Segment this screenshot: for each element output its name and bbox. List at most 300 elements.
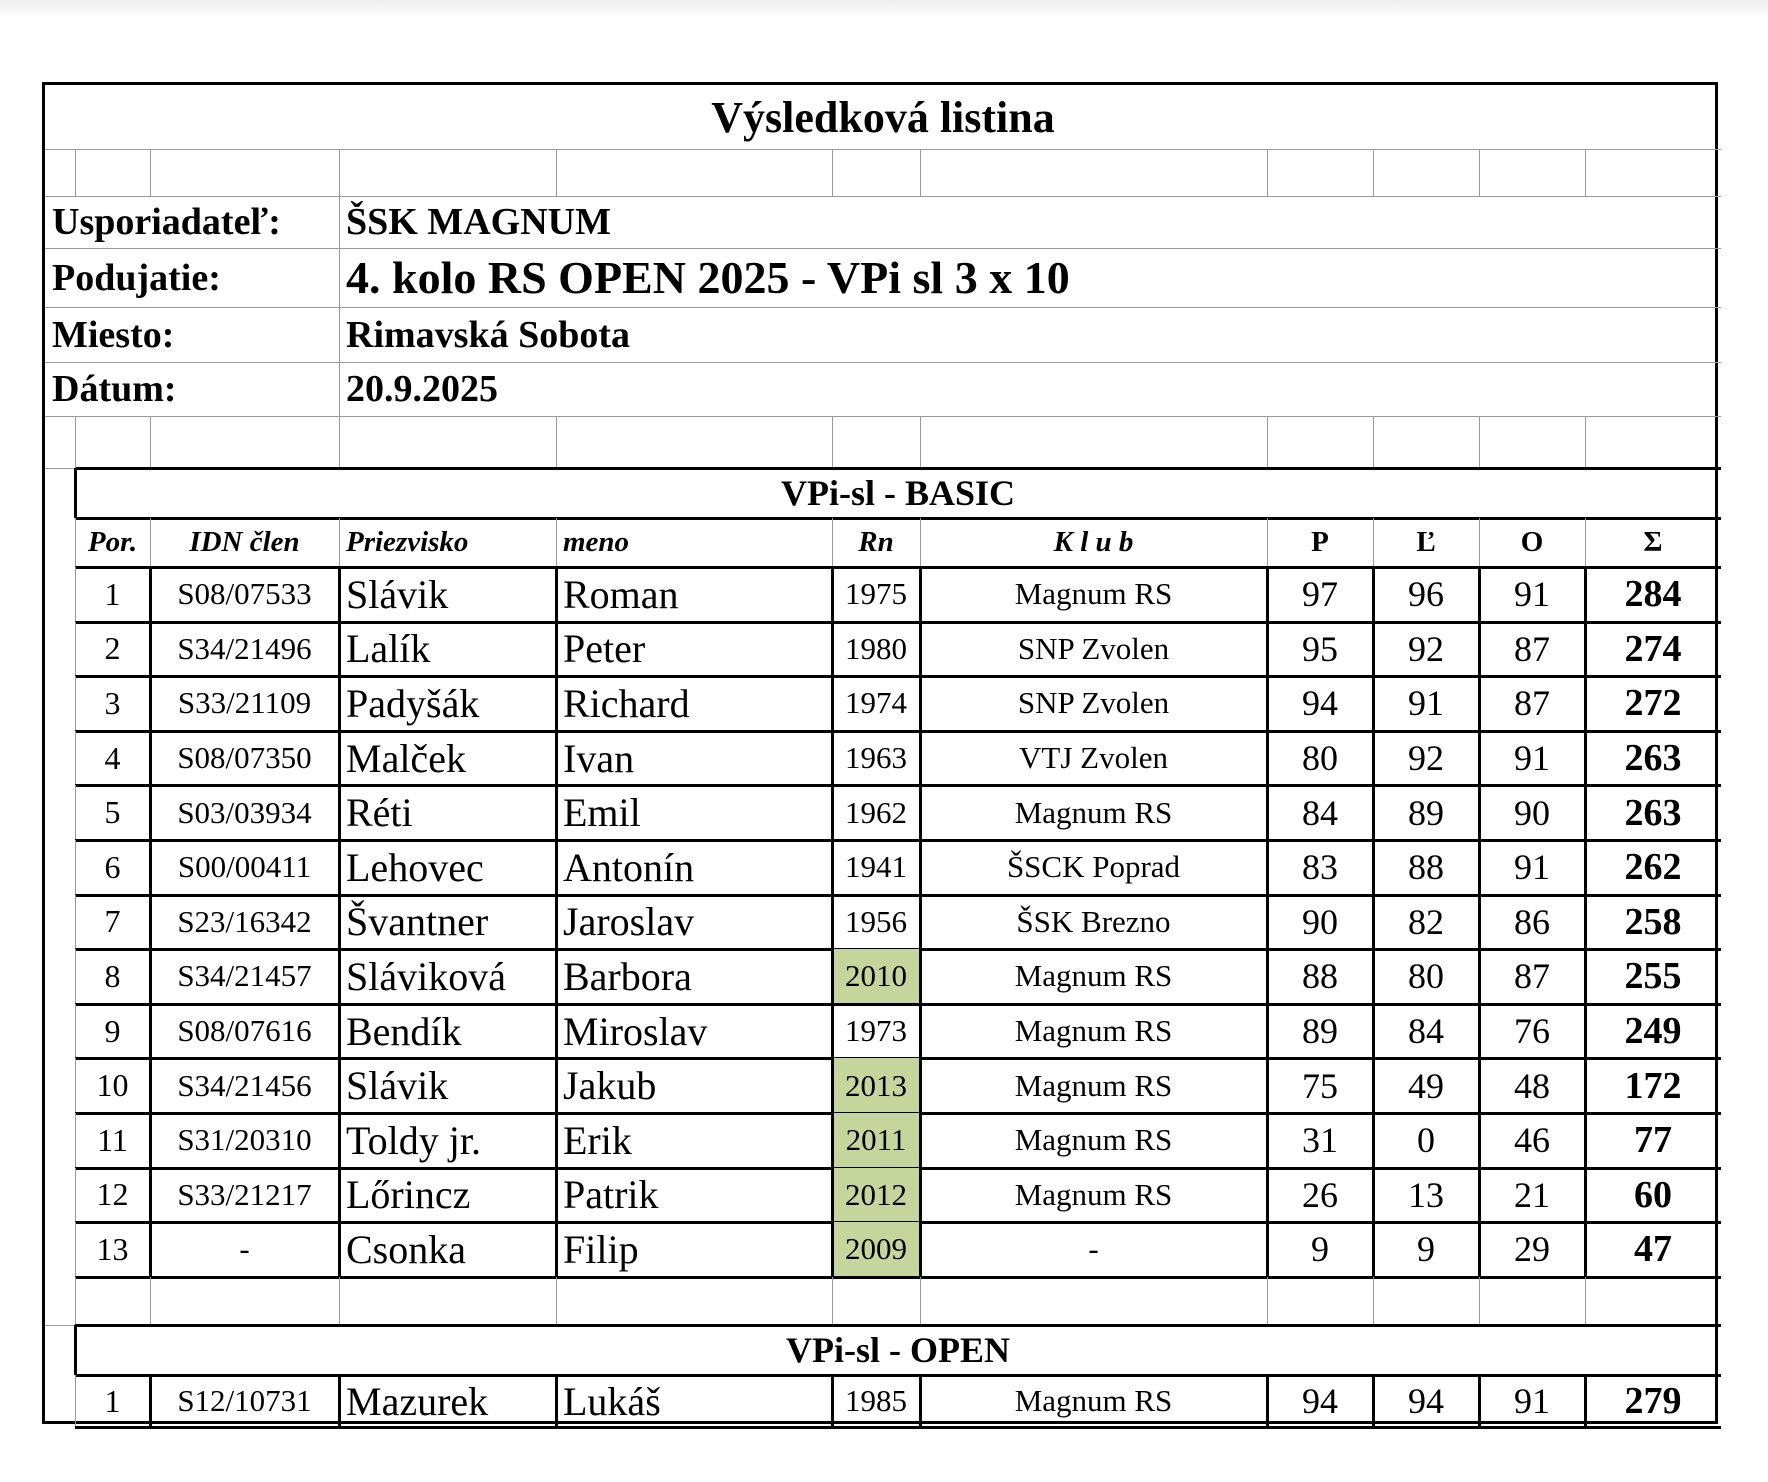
grid-line-v (338, 1058, 341, 1113)
grid-line-v (1478, 567, 1481, 622)
row-p: 83 (1302, 847, 1338, 888)
row-rn: 2013 (832, 1058, 920, 1113)
section-title: VPi-sl - BASIC (780, 473, 1016, 513)
row-o: 76 (1514, 1011, 1550, 1052)
row-por: 10 (96, 1067, 129, 1104)
grid-line-v (1478, 949, 1481, 1004)
grid-line-v (1267, 1277, 1268, 1325)
row-o: 48 (1514, 1065, 1550, 1106)
grid-line-v (338, 731, 341, 786)
grid-line-v (555, 840, 558, 895)
grid-line-v (75, 149, 76, 196)
grid-line-v (1266, 731, 1269, 786)
grid-line-v (1478, 1222, 1481, 1277)
grid-line-v (149, 1004, 152, 1059)
grid-line-v (338, 1168, 341, 1223)
row-klub: Magnum RS (1014, 958, 1173, 994)
row-por: 6 (104, 848, 121, 885)
row-priezvisko: Švantner (346, 899, 489, 945)
row-p: 31 (1302, 1120, 1338, 1161)
row-meno: Miroslav (563, 1008, 708, 1054)
grid-line-v (1373, 416, 1374, 468)
grid-line-v (1266, 1222, 1269, 1277)
row-idn: S23/16342 (177, 903, 312, 939)
row-rn: 1963 (845, 740, 907, 776)
grid-line-v (1267, 518, 1268, 567)
row-p: 94 (1302, 683, 1338, 724)
grid-line-v (149, 676, 152, 731)
grid-line-v (832, 1277, 833, 1325)
col-klub-header: K l u b (1053, 526, 1134, 558)
info-value: Rimavská Sobota (346, 313, 630, 356)
grid-line-v (338, 785, 341, 840)
grid-line-v (339, 518, 340, 567)
grid-line-v (338, 622, 341, 677)
row-idn: - (239, 1231, 250, 1267)
row-sum: 263 (1624, 737, 1682, 780)
grid-line-v (1372, 1058, 1375, 1113)
info-label: Usporiadateľ: (52, 201, 281, 243)
grid-line-v (339, 362, 340, 416)
row-o: 86 (1514, 901, 1550, 942)
row-sum: 262 (1624, 846, 1682, 889)
row-sum: 47 (1634, 1228, 1672, 1271)
row-por: 2 (104, 630, 121, 667)
grid-line-v (919, 567, 922, 622)
grid-line-v (920, 416, 921, 468)
row-l: 84 (1408, 1011, 1444, 1052)
row-idn: S33/21109 (177, 685, 312, 721)
row-idn: S00/00411 (177, 849, 312, 885)
grid-line-v (1373, 518, 1374, 567)
grid-line-v (75, 416, 76, 468)
row-por: 1 (104, 1382, 121, 1419)
info-value: 20.9.2025 (346, 368, 498, 410)
row-l: 94 (1408, 1381, 1444, 1421)
row-sum: 279 (1624, 1380, 1682, 1422)
row-klub: ŠSK Brezno (1016, 903, 1171, 939)
row-por: 4 (104, 739, 121, 776)
grid-line-v (1372, 676, 1375, 731)
grid-line-v (338, 567, 341, 622)
grid-line-v (1372, 1222, 1375, 1277)
row-klub: Magnum RS (1014, 1067, 1173, 1103)
info-value: ŠSK MAGNUM (346, 201, 611, 243)
grid-line-v (556, 518, 557, 567)
grid-line-v (555, 1113, 558, 1168)
grid-line-v (1584, 676, 1587, 731)
row-l: 82 (1408, 901, 1444, 942)
row-priezvisko: Toldy jr. (346, 1117, 481, 1163)
section-title: VPi-sl - OPEN (786, 1330, 1010, 1370)
grid-line-v (149, 567, 152, 622)
grid-line-v (1478, 676, 1481, 731)
row-l: 92 (1408, 628, 1444, 669)
row-o: 91 (1514, 847, 1550, 888)
row-meno: Emil (563, 790, 641, 836)
grid-line-v (555, 785, 558, 840)
info-label: Dátum: (52, 368, 177, 410)
row-sum: 258 (1624, 900, 1682, 943)
grid-line-v (831, 949, 834, 1004)
grid-line-v (1266, 1004, 1269, 1059)
row-por: 13 (96, 1230, 129, 1267)
row-priezvisko: Malček (346, 735, 466, 781)
row-meno: Barbora (563, 953, 692, 999)
row-l: 92 (1408, 738, 1444, 779)
row-l: 88 (1408, 847, 1444, 888)
grid-line-v (832, 149, 833, 196)
row-priezvisko: Bendík (346, 1008, 462, 1054)
grid-line-v (1584, 567, 1587, 622)
grid-line-v (75, 840, 76, 895)
row-klub: Magnum RS (1014, 1383, 1173, 1418)
grid-line-v (1478, 1375, 1481, 1427)
row-meno: Filip (563, 1226, 639, 1272)
row-meno: Peter (563, 626, 646, 672)
row-o: 87 (1514, 683, 1550, 724)
row-p: 84 (1302, 792, 1338, 833)
row-klub: ŠSCK Poprad (1006, 849, 1181, 885)
row-klub: Magnum RS (1014, 576, 1173, 612)
grid-line-h (75, 1426, 1721, 1429)
grid-line-v (1479, 1277, 1480, 1325)
grid-line-v (1372, 1375, 1375, 1427)
row-idn: S34/21496 (177, 630, 312, 666)
grid-line-v (75, 1004, 76, 1059)
col-l-header: Ľ (1416, 526, 1436, 558)
grid-line-v (149, 1058, 152, 1113)
grid-line-v (1372, 731, 1375, 786)
row-sum: 172 (1624, 1064, 1682, 1107)
row-o: 21 (1514, 1174, 1550, 1215)
row-idn: S34/21457 (177, 958, 312, 994)
row-rn: 1985 (845, 1383, 907, 1418)
grid-line-v (75, 895, 76, 950)
row-idn: S34/21456 (177, 1067, 312, 1103)
grid-line-v (831, 1113, 834, 1168)
grid-line-v (555, 1004, 558, 1059)
grid-line-v (831, 622, 834, 677)
grid-line-v (920, 518, 921, 567)
row-priezvisko: Slávik (346, 1063, 449, 1109)
row-sum: 272 (1624, 682, 1682, 725)
row-rn: 1956 (845, 903, 907, 939)
grid-line-v (1584, 1375, 1587, 1427)
grid-line-v (339, 1277, 340, 1325)
results-sheet (42, 82, 1718, 1424)
grid-line-v (149, 840, 152, 895)
grid-line-v (555, 731, 558, 786)
grid-line-v (832, 518, 833, 567)
grid-line-v (831, 1168, 834, 1223)
row-rn: 2009 (832, 1222, 920, 1277)
col-idn-header: IDN člen (189, 526, 300, 558)
row-l: 96 (1408, 574, 1444, 615)
row-rn: 1975 (845, 576, 907, 612)
grid-line-v (149, 785, 152, 840)
grid-line-v (1479, 518, 1480, 567)
grid-line-v (1584, 1222, 1587, 1277)
row-priezvisko: Lehovec (346, 844, 484, 890)
col-por-header: Por. (87, 526, 138, 558)
grid-line-v (75, 1375, 76, 1427)
grid-line-v (149, 1168, 152, 1223)
col-priezvisko-header: Priezvisko (346, 526, 469, 558)
grid-line-v (556, 149, 557, 196)
grid-line-v (1266, 1058, 1269, 1113)
grid-line-v (338, 1222, 341, 1277)
row-p: 9 (1311, 1229, 1329, 1270)
row-p: 89 (1302, 1011, 1338, 1052)
grid-line-v (1584, 895, 1587, 950)
grid-line-v (75, 1058, 76, 1113)
grid-line-v (831, 1058, 834, 1113)
grid-line-v (149, 1113, 152, 1168)
row-priezvisko: Lőrincz (346, 1172, 471, 1218)
grid-line-v (555, 895, 558, 950)
info-value: 4. kolo RS OPEN 2025 - VPi sl 3 x 10 (346, 252, 1070, 303)
row-idn: S31/20310 (177, 1122, 312, 1158)
row-klub: Magnum RS (1014, 794, 1173, 830)
grid-line-v (1372, 567, 1375, 622)
grid-line-v (75, 676, 76, 731)
grid-line-v (555, 1058, 558, 1113)
grid-line-v (338, 1113, 341, 1168)
grid-line-v (831, 1222, 834, 1277)
grid-line-v (919, 895, 922, 950)
grid-line-v (1266, 567, 1269, 622)
row-klub: SNP Zvolen (1017, 630, 1170, 666)
grid-line-v (75, 567, 76, 622)
col-p-header: P (1311, 526, 1329, 558)
row-meno: Ivan (563, 735, 635, 781)
row-meno: Patrik (563, 1172, 659, 1218)
grid-line-v (1584, 1168, 1587, 1223)
grid-line-v (338, 949, 341, 1004)
row-priezvisko: Padyšák (346, 680, 480, 726)
grid-line-v (150, 416, 151, 468)
grid-line-v (555, 567, 558, 622)
grid-line-v (831, 676, 834, 731)
row-por: 3 (104, 684, 121, 721)
grid-line-v (339, 248, 340, 307)
grid-line-v (75, 518, 76, 567)
row-klub: Magnum RS (1014, 1013, 1173, 1049)
grid-line-v (919, 622, 922, 677)
row-p: 95 (1302, 628, 1338, 669)
grid-line-v (1266, 676, 1269, 731)
row-meno: Antonín (563, 844, 695, 890)
grid-line-v (555, 1375, 558, 1427)
grid-line-v (149, 949, 152, 1004)
row-o: 29 (1514, 1229, 1550, 1270)
grid-line-v (1266, 949, 1269, 1004)
grid-line-v (1584, 785, 1587, 840)
row-p: 80 (1302, 738, 1338, 779)
grid-line-v (919, 1375, 922, 1427)
row-por: 8 (104, 957, 121, 994)
grid-line-v (339, 307, 340, 362)
col-meno-header: meno (563, 526, 630, 558)
row-idn: S12/10731 (177, 1383, 312, 1418)
grid-line-v (339, 416, 340, 468)
grid-line-v (1585, 149, 1586, 196)
row-por: 12 (96, 1176, 129, 1213)
grid-line-v (1372, 1004, 1375, 1059)
grid-line-v (75, 731, 76, 786)
row-l: 13 (1408, 1174, 1444, 1215)
grid-line-v (75, 1113, 76, 1168)
row-l: 0 (1417, 1120, 1435, 1161)
row-sum: 77 (1634, 1119, 1672, 1162)
grid-line-v (555, 1222, 558, 1277)
row-priezvisko: Csonka (346, 1226, 466, 1272)
grid-line-v (1478, 1113, 1481, 1168)
grid-line-v (1266, 785, 1269, 840)
grid-line-v (1372, 840, 1375, 895)
row-p: 75 (1302, 1065, 1338, 1106)
grid-line-v (75, 949, 76, 1004)
row-o: 46 (1514, 1120, 1550, 1161)
row-klub: Magnum RS (1014, 1122, 1173, 1158)
grid-line-v (831, 567, 834, 622)
row-klub: Magnum RS (1014, 1176, 1173, 1212)
info-label: Miesto: (52, 313, 175, 356)
grid-line-v (1584, 840, 1587, 895)
grid-line-v (1584, 1058, 1587, 1113)
row-rn: 2012 (832, 1168, 920, 1223)
grid-line-v (339, 149, 340, 196)
grid-line-v (149, 622, 152, 677)
row-priezvisko: Sláviková (346, 953, 506, 999)
row-p: 26 (1302, 1174, 1338, 1215)
grid-line-v (555, 949, 558, 1004)
grid-line-v (338, 1004, 341, 1059)
row-rn: 1973 (845, 1013, 907, 1049)
grid-line-v (1478, 785, 1481, 840)
grid-line-v (1584, 622, 1587, 677)
row-sum: 263 (1624, 791, 1682, 834)
grid-line-v (1266, 1168, 1269, 1223)
grid-line-v (919, 1004, 922, 1059)
grid-line-v (919, 676, 922, 731)
grid-line-v (1266, 895, 1269, 950)
grid-line-v (1585, 416, 1586, 468)
grid-line-v (919, 1113, 922, 1168)
row-o: 91 (1514, 1381, 1550, 1421)
grid-line-v (556, 1277, 557, 1325)
grid-line-v (920, 1277, 921, 1325)
row-klub: SNP Zvolen (1017, 685, 1170, 721)
grid-line-v (150, 518, 151, 567)
col-o-header: O (1520, 526, 1544, 558)
col-sum-header: Σ (1643, 526, 1663, 558)
row-l: 80 (1408, 956, 1444, 997)
grid-line-v (75, 1277, 76, 1325)
grid-line-v (1266, 1113, 1269, 1168)
grid-line-v (1372, 1168, 1375, 1223)
row-por: 11 (97, 1121, 128, 1158)
row-por: 9 (104, 1012, 121, 1049)
grid-line-v (831, 895, 834, 950)
grid-line-v (1479, 149, 1480, 196)
row-meno: Jaroslav (563, 899, 695, 945)
grid-line-v (1478, 731, 1481, 786)
row-p: 94 (1302, 1381, 1338, 1421)
grid-line-v (1372, 949, 1375, 1004)
sheet-title: Výsledková listina (711, 92, 1055, 142)
grid-line-v (555, 622, 558, 677)
grid-line-v (338, 895, 341, 950)
grid-line-v (1478, 840, 1481, 895)
grid-line-v (1479, 416, 1480, 468)
row-priezvisko: Lalík (346, 626, 431, 672)
grid-line-v (1266, 1375, 1269, 1427)
grid-line-v (75, 622, 76, 677)
row-o: 91 (1514, 738, 1550, 779)
grid-line-v (1372, 622, 1375, 677)
grid-line-v (149, 895, 152, 950)
grid-line-v (919, 949, 922, 1004)
grid-line-v (1373, 1277, 1374, 1325)
grid-line-v (556, 416, 557, 468)
window-top-shade (0, 0, 1768, 18)
info-label: Podujatie: (52, 256, 221, 299)
row-priezvisko: Réti (346, 790, 413, 836)
row-rn: 2011 (832, 1113, 920, 1168)
row-klub: VTJ Zvolen (1019, 740, 1168, 776)
grid-line-v (1478, 1004, 1481, 1059)
grid-line-v (75, 1222, 76, 1277)
grid-line-v (555, 676, 558, 731)
row-idn: S08/07350 (177, 740, 312, 776)
grid-line-v (1266, 840, 1269, 895)
grid-line-v (1372, 1113, 1375, 1168)
grid-line-v (149, 731, 152, 786)
row-l: 9 (1417, 1229, 1435, 1270)
grid-line-v (75, 1168, 76, 1223)
row-o: 90 (1514, 792, 1550, 833)
grid-line-v (555, 1168, 558, 1223)
row-rn: 1974 (845, 685, 907, 721)
grid-line-v (1478, 895, 1481, 950)
row-o: 91 (1514, 574, 1550, 615)
row-priezvisko: Mazurek (346, 1378, 489, 1424)
row-meno: Roman (563, 571, 679, 617)
row-o: 87 (1514, 628, 1550, 669)
row-p: 88 (1302, 956, 1338, 997)
grid-line-v (1584, 1004, 1587, 1059)
grid-line-h (45, 416, 1721, 417)
row-l: 91 (1408, 683, 1444, 724)
grid-line-v (831, 1004, 834, 1059)
grid-line-v (1373, 149, 1374, 196)
grid-line-v (1478, 1058, 1481, 1113)
row-p: 97 (1302, 574, 1338, 615)
grid-line-v (919, 840, 922, 895)
row-sum: 284 (1624, 573, 1682, 616)
row-por: 7 (104, 903, 121, 940)
grid-line-v (1585, 518, 1586, 567)
grid-line-v (1478, 622, 1481, 677)
grid-line-v (338, 1375, 341, 1427)
row-meno: Richard (563, 680, 690, 726)
grid-line-v (1266, 622, 1269, 677)
grid-line-v (919, 1058, 922, 1113)
grid-line-v (831, 1375, 834, 1427)
row-rn: 2010 (832, 949, 920, 1004)
